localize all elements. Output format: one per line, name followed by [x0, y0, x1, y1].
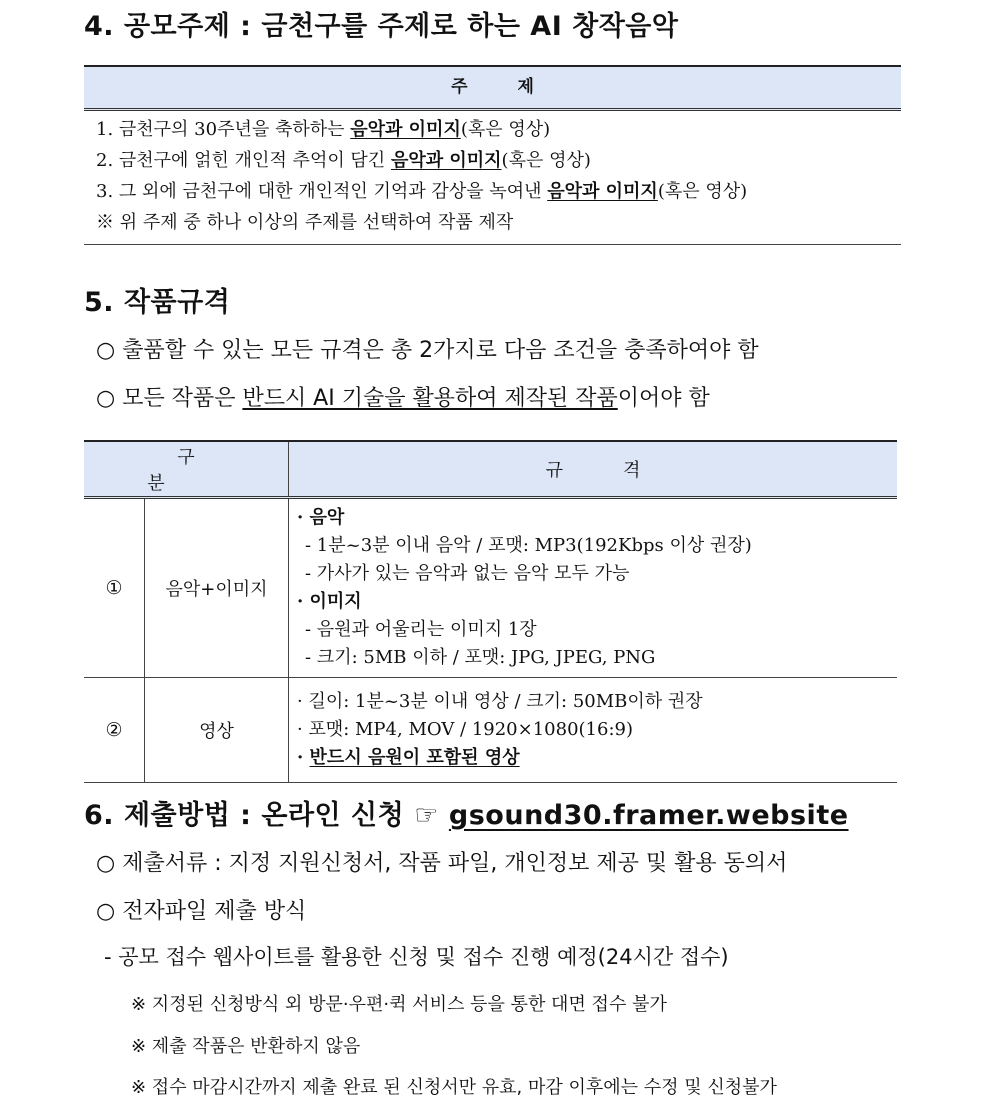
theme-line-2: 2. 금천구에 얽힌 개인적 추억이 담긴 음악과 이미지(혹은 영상) — [96, 150, 591, 171]
theme-note: ※ 위 주제 중 하나 이상의 주제를 선택하여 작품 제작 — [96, 212, 514, 233]
theme-table-header: 주 제 — [84, 65, 901, 111]
row-spec: · 길이: 1분~3분 이내 영상 / 크기: 50MB이하 권장 · 포맷: MP4, MOV / 1920×1080(16:9) · 반드시 음원이 포함된 영상 — [289, 678, 898, 783]
theme-emphasis: 음악과 이미지 — [390, 150, 502, 171]
note-deadline: ※ 접수 마감시간까지 제출 완료 된 신청서만 유효, 마감 이후에는 수정 및 신청불가 — [131, 1077, 777, 1098]
website-submit-dash: - 공모 접수 웹사이트를 활용한 신청 및 접수 진행 예정(24시간 접수) — [104, 945, 729, 969]
theme-table-body — [84, 111, 901, 245]
theme-line-1: 1. 금천구의 30주년을 축하하는 음악과 이미지(혹은 영상) — [96, 119, 551, 140]
theme-table — [84, 65, 901, 245]
spec-row-music-image — [84, 498, 897, 678]
pointing-hand-icon: ☞ — [414, 800, 439, 831]
spec-bullet-1: ○ 출품할 수 있는 모든 규격은 총 2가지로 다음 조건을 충족하여야 함 — [96, 338, 759, 363]
row-kind: 영상 — [145, 678, 289, 783]
theme-emphasis: 음악과 이미지 — [547, 181, 658, 202]
submit-docs-bullet: ○ 제출서류 : 지정 지원신청서, 작품 파일, 개인정보 제공 및 활용 동의서 — [96, 851, 788, 876]
spec-row-video — [84, 678, 897, 783]
note-no-return: ※ 제출 작품은 반환하지 않음 — [131, 1036, 361, 1057]
spec-header-kind: 구분 — [84, 441, 289, 498]
row-number: ① — [84, 498, 145, 678]
theme-line-3: 3. 그 외에 금천구에 대한 개인적인 기억과 감상을 녹여낸 음악과 이미지(혹은 영상) — [96, 181, 748, 202]
video-audio-requirement: 반드시 음원이 포함된 영상 — [309, 747, 520, 768]
theme-emphasis: 음악과 이미지 — [350, 119, 461, 140]
section-5-title: 5. 작품규격 — [84, 287, 231, 318]
electronic-submit-bullet: ○ 전자파일 제출 방식 — [96, 899, 307, 924]
row-spec: · 음악 - 1분~3분 이내 음악 / 포맷: MP3(192Kbps 이상 권장) - 가사가 있는 음악과 없는 음악 모두 가능 · 이미지 - 음원과 어울리는 이미지 1장 - 크기: 5MB 이하 / 포맷: JPG, JPEG, PNG — [289, 498, 898, 678]
note-no-offline: ※ 지정된 신청방식 외 방문·우편·퀵 서비스 등을 통한 대면 접수 불가 — [131, 994, 667, 1015]
submission-website-link[interactable]: gsound30.framer.website — [448, 800, 849, 831]
section-4-title: 4. 공모주제 : 금천구를 주제로 하는 AI 창작음악 — [84, 11, 679, 42]
section-6-title: 6. 제출방법 : 온라인 신청 ☞ gsound30.framer.website — [84, 800, 849, 831]
ai-requirement: 반드시 AI 기술을 활용하여 제작된 작품 — [242, 386, 618, 411]
spec-header-spec: 규격 — [289, 441, 898, 498]
row-number: ② — [84, 678, 145, 783]
spec-table — [84, 440, 897, 783]
row-kind: 음악+이미지 — [145, 498, 289, 678]
spec-bullet-2: ○ 모든 작품은 반드시 AI 기술을 활용하여 제작된 작품이어야 함 — [96, 386, 710, 411]
